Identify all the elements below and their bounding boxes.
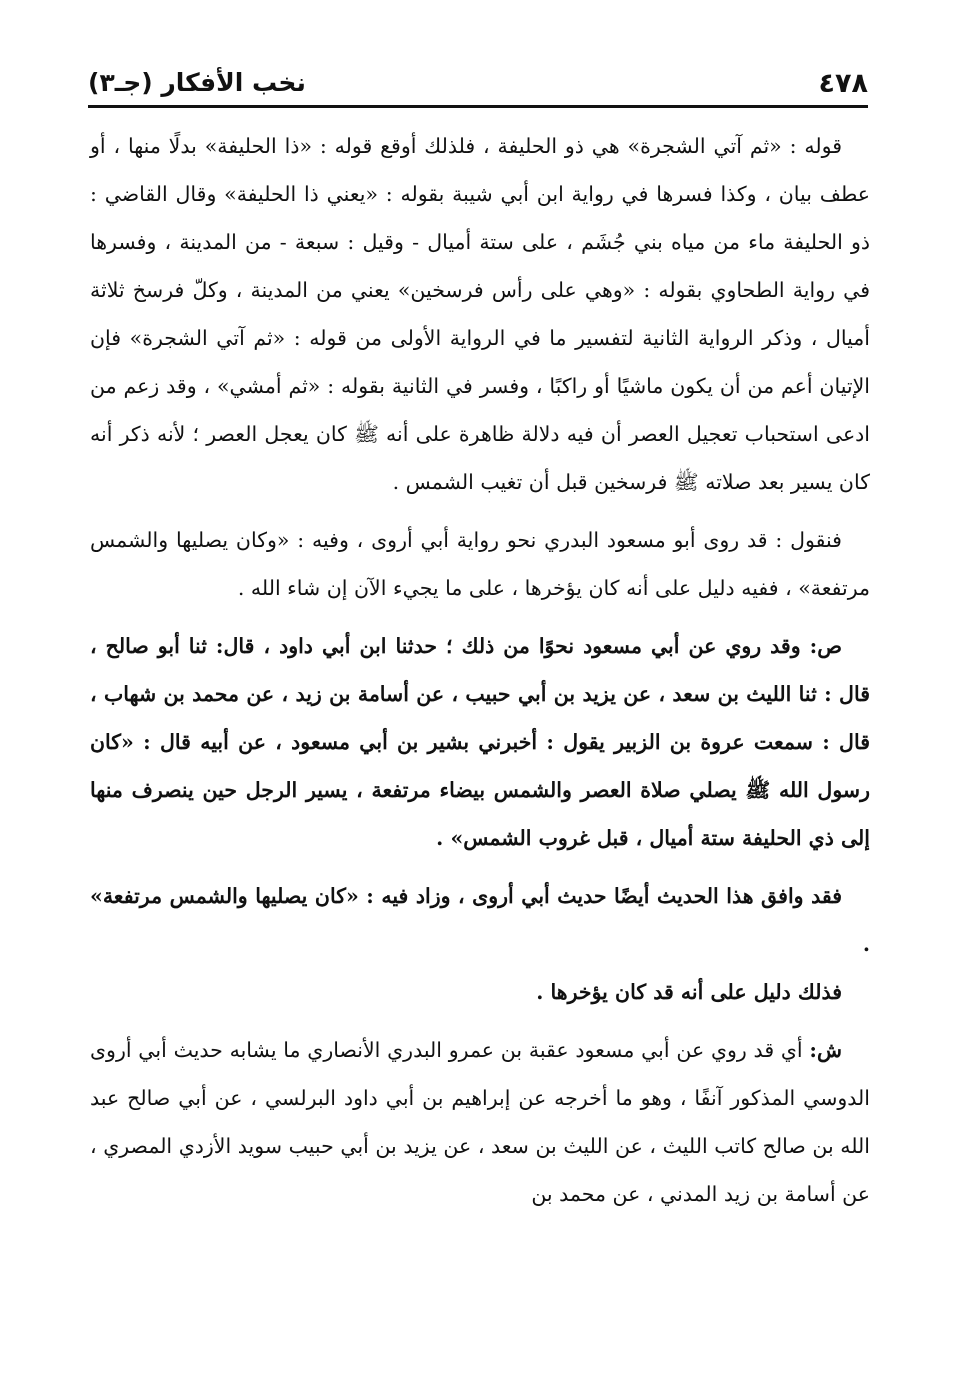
page-number: ٤٧٨ [818,68,868,99]
shin-marker: ش: [809,1038,842,1062]
commentary-paragraph-1: قوله : «ثم آتي الشجرة» هي ذو الحليفة ، فلذلك أوقع قوله : «ذا الحليفة» بدلًا منها ، أو عطف بيان ، وكذا فسرها في رواية ابن أبي شيبة بقوله : «يعني ذا الحليفة» وقال القاضي : ذو الحليفة ماء من مياه بني جُشَم ، على ستة أميال - وقيل : سبعة - من المدينة ، وفسرها في رواية الطحاوي بقوله : «وهي على رأس فرسخين» يعني من المدينة ، وكلّ فرسخ ثلاثة أميال ، وذكر الرواية الثانية لتفسير ما في الرواية الأولى من قوله : «ثم آتي الشجرة» فإن الإتيان أعم من أن يكون ماشيًا أو راكبًا ، وفسر في الثانية بقوله : «ثم أمشي» ، وقد زعم من ادعى استحباب تعجيل العصر أن فيه دلالة ظاهرة على أنه ﷺ كان يعجل العصر ؛ لأنه ذكر أنه كان يسير بعد صلاته ﷺ فرسخين قبل أن تغيب الشمس . [90,134,870,494]
header-rule [88,105,868,108]
text-paragraph-conclusion: فذلك دليل على أنه قد كان يؤخرها . [536,980,842,1004]
commentary-paragraph-shin-text: أي قد روي عن أبي مسعود عقبة بن عمرو البدري الأنصاري ما يشابه حديث أبي أروى الدوسي المذكور آنفًا ، وهو ما أخرجه عن إبراهيم بن أبي داود البرلسي ، عن أبي صالح عبد الله بن صالح كاتب الليث ، عن الليث بن سعد ، عن يزيد بن أبي حبيب سويد الأزدي المصري ، عن أسامة بن زيد المدني ، عن محمد بن [90,1038,870,1206]
page-header [88,62,868,108]
commentary-paragraph-2: فنقول : قد روى أبو مسعود البدري نحو رواية أبي أروى ، وفيه : «وكان يصليها والشمس مرتفعة» ، ففيه دليل على أنه كان يؤخرها ، على ما يجيء الآن إن شاء الله . [90,528,870,600]
text-paragraph-sad: ص: وقد روي عن أبي مسعود نحوًا من ذلك ؛ حدثنا ابن أبي داود ، قال: ثنا أبو صالح ، قال : ثنا الليث بن سعد ، عن يزيد بن أبي حبيب ، عن أسامة بن زيد ، عن محمد بن شهاب ، قال : سمعت عروة بن الزبير يقول : أخبرني بشير بن أبي مسعود ، عن أبيه قال : «كان رسول الله ﷺ يصلي صلاة العصر والشمس بيضاء مرتفعة ، يسير الرجل حين ينصرف منها إلى ذي الحليفة ستة أميال ، قبل غروب الشمس» . [90,634,870,850]
page-body [90,122,870,1218]
running-title: نخب الأفكار (جـ٣) [88,68,306,97]
commentary-paragraph-shin [90,1026,870,1218]
text-paragraph-agreement: فقد وافق هذا الحديث أيضًا حديث أبي أروى ، وزاد فيه : «كان يصليها والشمس مرتفعة» . [90,884,870,956]
